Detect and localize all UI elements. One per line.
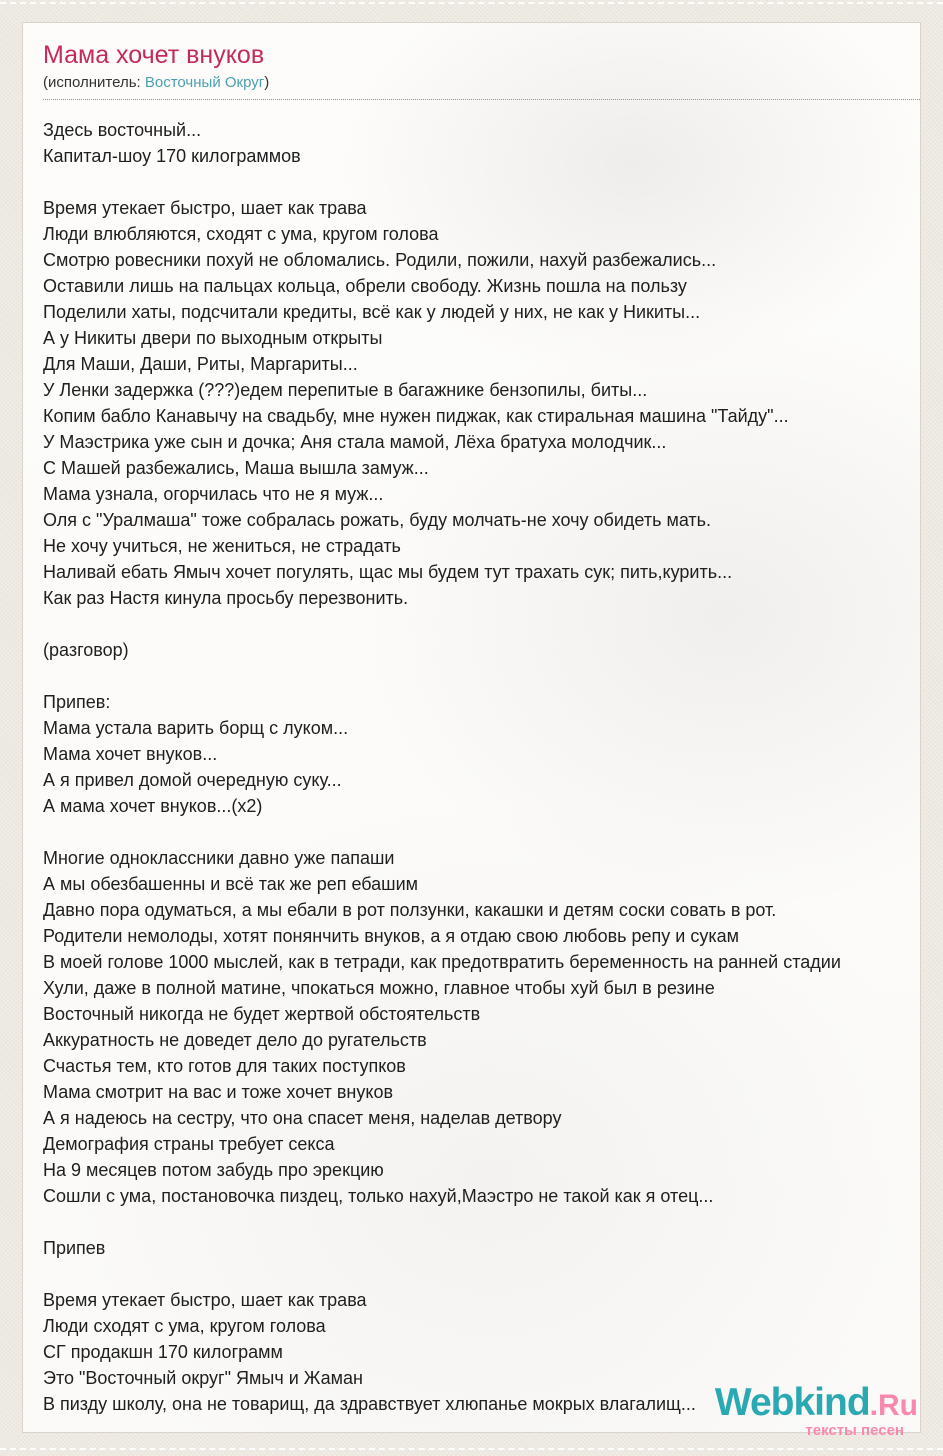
- lyric-line: У Маэстрика уже сын и дочка; Аня стала мамой, Лёха братуха молодчик...: [43, 432, 667, 452]
- lyric-line: А я надеюсь на сестру, что она спасет меня, наделав детвору: [43, 1108, 562, 1128]
- lyric-line: Восточный никогда не будет жертвой обстоятельств: [43, 1004, 481, 1024]
- lyric-line: Родители немолоды, хотят понянчить внуков, а я отдаю свою любовь репу и сукам: [43, 926, 740, 946]
- lyric-line: Мама хочет внуков...: [43, 744, 218, 764]
- lyric-line: Смотрю ровесники похуй не обломались. Родили, пожили, нахуй разбежались...: [43, 250, 717, 270]
- lyric-line: С Машей разбежались, Маша вышла замуж...: [43, 458, 429, 478]
- lyric-line: Люди влюбляются, сходят с ума, кругом голова: [43, 224, 439, 244]
- lyric-line: Аккуратность не доведет дело до ругательств: [43, 1030, 427, 1050]
- lyric-line: А у Никиты двери по выходным открыты: [43, 328, 383, 348]
- webkind-logo-suffix: .Ru: [869, 1389, 918, 1422]
- lyric-line: Хули, даже в полной матине, чпокаться можно, главное чтобы хуй был в резине: [43, 978, 715, 998]
- lyric-blank-line: [43, 663, 920, 689]
- lyric-line: Здесь восточный...: [43, 120, 202, 140]
- lyric-line: Поделили хаты, подсчитали кредиты, всё как у людей у них, не как у Никиты...: [43, 302, 701, 322]
- artist-label: (исполнитель:: [43, 74, 145, 91]
- lyric-line: Припев:: [43, 692, 111, 712]
- lyric-line: На 9 месяцев потом забудь про эрекцию: [43, 1160, 384, 1180]
- lyric-line: А я привел домой очередную суку...: [43, 770, 342, 790]
- top-stitch-divider: [0, 2, 943, 4]
- webkind-logo[interactable]: [715, 1383, 918, 1438]
- lyric-line: Время утекает быстро, шает как трава: [43, 198, 367, 218]
- artist-link[interactable]: Восточный Округ: [144, 74, 265, 91]
- lyrics-text: [43, 117, 920, 1417]
- lyric-line: Капитал-шоу 170 килограммов: [43, 146, 301, 166]
- lyric-line: Время утекает быстро, шает как трава: [43, 1290, 367, 1310]
- lyric-blank-line: [43, 611, 920, 637]
- lyric-line: Наливай ебать Ямыч хочет погулять, щас мы будем тут трахать сук; пить,курить...: [43, 562, 733, 582]
- dotted-separator: [43, 99, 920, 100]
- lyric-line: Люди сходят с ума, кругом голова: [43, 1316, 326, 1336]
- lyric-line: Сошли с ума, постановочка пиздец, только нахуй,Маэстро не такой как я отец...: [43, 1186, 714, 1206]
- lyric-line: Мама устала варить борщ с луком...: [43, 718, 349, 738]
- lyric-line: У Ленки задержка (???)едем перепитые в багажнике бензопилы, биты...: [43, 380, 648, 400]
- lyric-line: Оставили лишь на пальцах кольца, обрели свободу. Жизнь пошла на пользу: [43, 276, 687, 296]
- lyric-line: Демография страны требует секса: [43, 1134, 335, 1154]
- lyric-line: Для Маши, Даши, Риты, Маргариты...: [43, 354, 358, 374]
- lyric-line: В пизду школу, она не товарищ, да здравствует хлюпанье мокрых влагалищ...: [43, 1394, 696, 1414]
- page-title: Мама хочет внуков: [43, 41, 265, 69]
- webkind-logo-tagline: тексты песен: [805, 1422, 904, 1439]
- lyric-line: В моей голове 1000 мыслей, как в тетради, как предотвратить беременность на ранней стадии: [43, 952, 841, 972]
- lyric-blank-line: [43, 819, 920, 845]
- lyric-line: Счастья тем, кто готов для таких поступков: [43, 1056, 406, 1076]
- lyric-blank-line: [43, 1261, 920, 1287]
- artist-label-close: ): [264, 74, 270, 91]
- lyrics-content-panel: [22, 22, 921, 1439]
- lyric-line: Копим бабло Канавычу на свадьбу, мне нужен пиджак, как стиральная машина "Тайду"...: [43, 406, 789, 426]
- lyric-line: Давно пора одуматься, а мы ебали в рот ползунки, какашки и детям соски совать в рот.: [43, 900, 777, 920]
- lyric-line: Оля с "Уралмаша" тоже собралась рожать, буду молчать-не хочу обидеть мать.: [43, 510, 712, 530]
- lyric-blank-line: [43, 1209, 920, 1235]
- lyric-line: Многие одноклассники давно уже папаши: [43, 848, 395, 868]
- lyric-line: Это "Восточный округ" Ямыч и Жаман: [43, 1368, 363, 1388]
- lyric-line: Припев: [43, 1238, 106, 1258]
- artist-line: [43, 74, 920, 92]
- lyric-line: Мама узнала, огорчилась что не я муж...: [43, 484, 384, 504]
- lyric-blank-line: [43, 169, 920, 195]
- bottom-stitch-divider: [0, 1448, 943, 1450]
- lyric-line: А мама хочет внуков...(x2): [43, 796, 263, 816]
- lyric-line: СГ продакшн 170 килограмм: [43, 1342, 283, 1362]
- lyric-line: А мы обезбашенны и всё так же реп ебашим: [43, 874, 419, 894]
- lyric-line: Не хочу учиться, не жениться, не страдать: [43, 536, 401, 556]
- webkind-logo-wordmark: [715, 1383, 918, 1422]
- lyric-line: Мама смотрит на вас и тоже хочет внуков: [43, 1082, 394, 1102]
- lyric-line: Как раз Настя кинула просьбу перезвонить.: [43, 588, 409, 608]
- lyric-line: (разговор): [43, 640, 129, 660]
- webkind-logo-brand: Webkind: [714, 1381, 870, 1424]
